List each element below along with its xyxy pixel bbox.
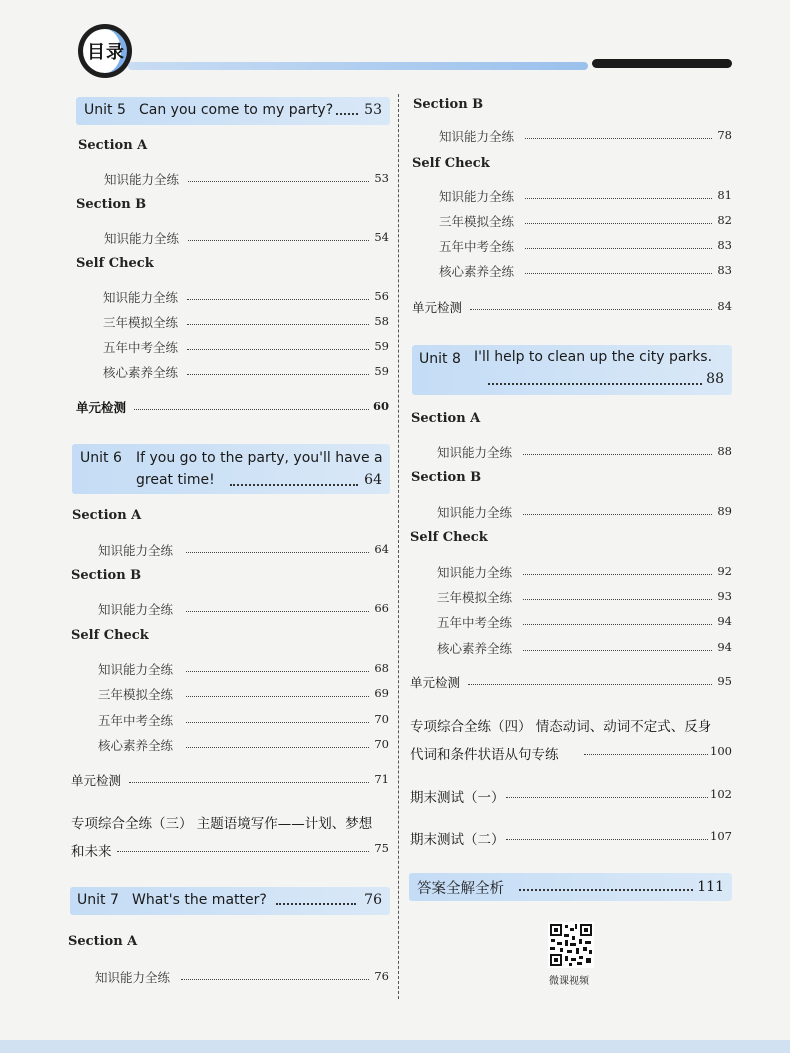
- toc-entry-unit-test[interactable]: 单元检测 84: [412, 299, 732, 315]
- toc-entry-unit-test[interactable]: 单元检测 60: [76, 399, 389, 415]
- toc-entry[interactable]: 知识能力全练 54: [104, 230, 389, 246]
- toc-entry[interactable]: 知识能力全练 81: [439, 188, 732, 204]
- section-heading: Section A: [72, 508, 142, 523]
- toc-entry[interactable]: 知识能力全练 56: [103, 289, 389, 305]
- unit7-header[interactable]: Unit 7 What's the matter? 76: [70, 887, 390, 915]
- qr-code-icon: [548, 922, 594, 968]
- unit5-page: 53: [364, 102, 382, 118]
- toc-entry[interactable]: 三年模拟全练 82: [439, 213, 732, 229]
- toc-entry-unit-test[interactable]: 单元检测 95: [410, 674, 732, 690]
- unit7-title: What's the matter?: [132, 892, 267, 908]
- unit6-page: 64: [364, 472, 382, 488]
- bottom-strip: [0, 1040, 790, 1053]
- special-topic-4[interactable]: 专项综合全练（四） 情态动词、动词不定式、反身: [410, 719, 712, 735]
- toc-entry[interactable]: 核心素养全练 70: [98, 737, 389, 753]
- header-bar-dark: [592, 59, 732, 68]
- toc-entry[interactable]: 知识能力全练 66: [98, 601, 389, 617]
- page-title: 目录: [87, 42, 125, 63]
- toc-entry[interactable]: 三年模拟全练 69: [98, 686, 389, 702]
- section-heading: Section A: [411, 411, 481, 426]
- toc-entry[interactable]: 三年模拟全练 93: [437, 589, 732, 605]
- toc-entry[interactable]: 知识能力全练 53: [104, 171, 389, 187]
- toc-entry-final-test[interactable]: 期末测试（一） 102: [410, 787, 732, 806]
- toc-entry[interactable]: 核心素养全练 59: [103, 364, 389, 380]
- toc-entry-final-test[interactable]: 期末测试（二） 107: [410, 829, 732, 848]
- unit6-header[interactable]: Unit 6 If you go to the party, you'll have a great time! 64: [72, 444, 390, 494]
- unit8-page: 88: [706, 371, 724, 387]
- toc-entry[interactable]: 核心素养全练 83: [439, 263, 732, 279]
- section-heading: Section B: [413, 97, 484, 112]
- toc-entry[interactable]: 五年中考全练 83: [439, 238, 732, 254]
- unit7-page: 76: [364, 892, 382, 908]
- section-heading: Self Check: [71, 628, 149, 643]
- section-heading: Self Check: [412, 156, 490, 171]
- column-divider: [398, 94, 399, 999]
- section-heading: Self Check: [410, 530, 488, 545]
- unit5-title: Can you come to my party?: [139, 102, 334, 118]
- unit8-header[interactable]: Unit 8 I'll help to clean up the city parks. 88: [412, 345, 732, 395]
- section-heading: Section B: [71, 568, 142, 583]
- qr-caption: 微课视频: [549, 976, 589, 987]
- toc-entry[interactable]: 和未来 75: [71, 841, 389, 860]
- section-heading: Section B: [76, 197, 147, 212]
- toc-entry[interactable]: 知识能力全练 92: [437, 564, 732, 580]
- qr-code[interactable]: [548, 922, 594, 968]
- toc-entry[interactable]: 五年中考全练 59: [103, 339, 389, 355]
- special-topic-3[interactable]: 专项综合全练（三） 主题语境写作——计划、梦想: [71, 816, 373, 832]
- toc-entry[interactable]: 知识能力全练 89: [437, 504, 732, 520]
- toc-entry[interactable]: 三年模拟全练 58: [103, 314, 389, 330]
- toc-entry[interactable]: 五年中考全练 94: [437, 614, 732, 630]
- toc-entry[interactable]: 知识能力全练 78: [439, 128, 732, 144]
- unit6-title: If you go to the party, you'll have a: [136, 450, 383, 466]
- toc-entry[interactable]: 知识能力全练 76: [95, 969, 389, 985]
- toc-entry[interactable]: 知识能力全练 88: [437, 444, 732, 460]
- header-bar: [128, 62, 588, 70]
- toc-entry[interactable]: 核心素养全练 94: [437, 640, 732, 656]
- toc-entry[interactable]: 代词和条件状语从句专练 100: [410, 744, 732, 763]
- toc-logo: [78, 24, 132, 78]
- toc-entry-unit-test[interactable]: 单元检测 71: [71, 772, 389, 788]
- section-heading: Section B: [411, 470, 482, 485]
- section-heading: Section A: [68, 934, 138, 949]
- answers-page: 111: [697, 879, 724, 895]
- section-heading: Section A: [78, 138, 148, 153]
- toc-entry[interactable]: 五年中考全练 70: [98, 712, 389, 728]
- section-heading: Self Check: [76, 256, 154, 271]
- toc-entry[interactable]: 知识能力全练 64: [98, 542, 389, 558]
- unit5-header[interactable]: Unit 5 Can you come to my party? 53: [76, 97, 390, 125]
- unit8-title: I'll help to clean up the city parks.: [474, 349, 713, 365]
- answers-header[interactable]: 答案全解全析 111: [409, 873, 732, 901]
- toc-entry[interactable]: 知识能力全练 68: [98, 661, 389, 677]
